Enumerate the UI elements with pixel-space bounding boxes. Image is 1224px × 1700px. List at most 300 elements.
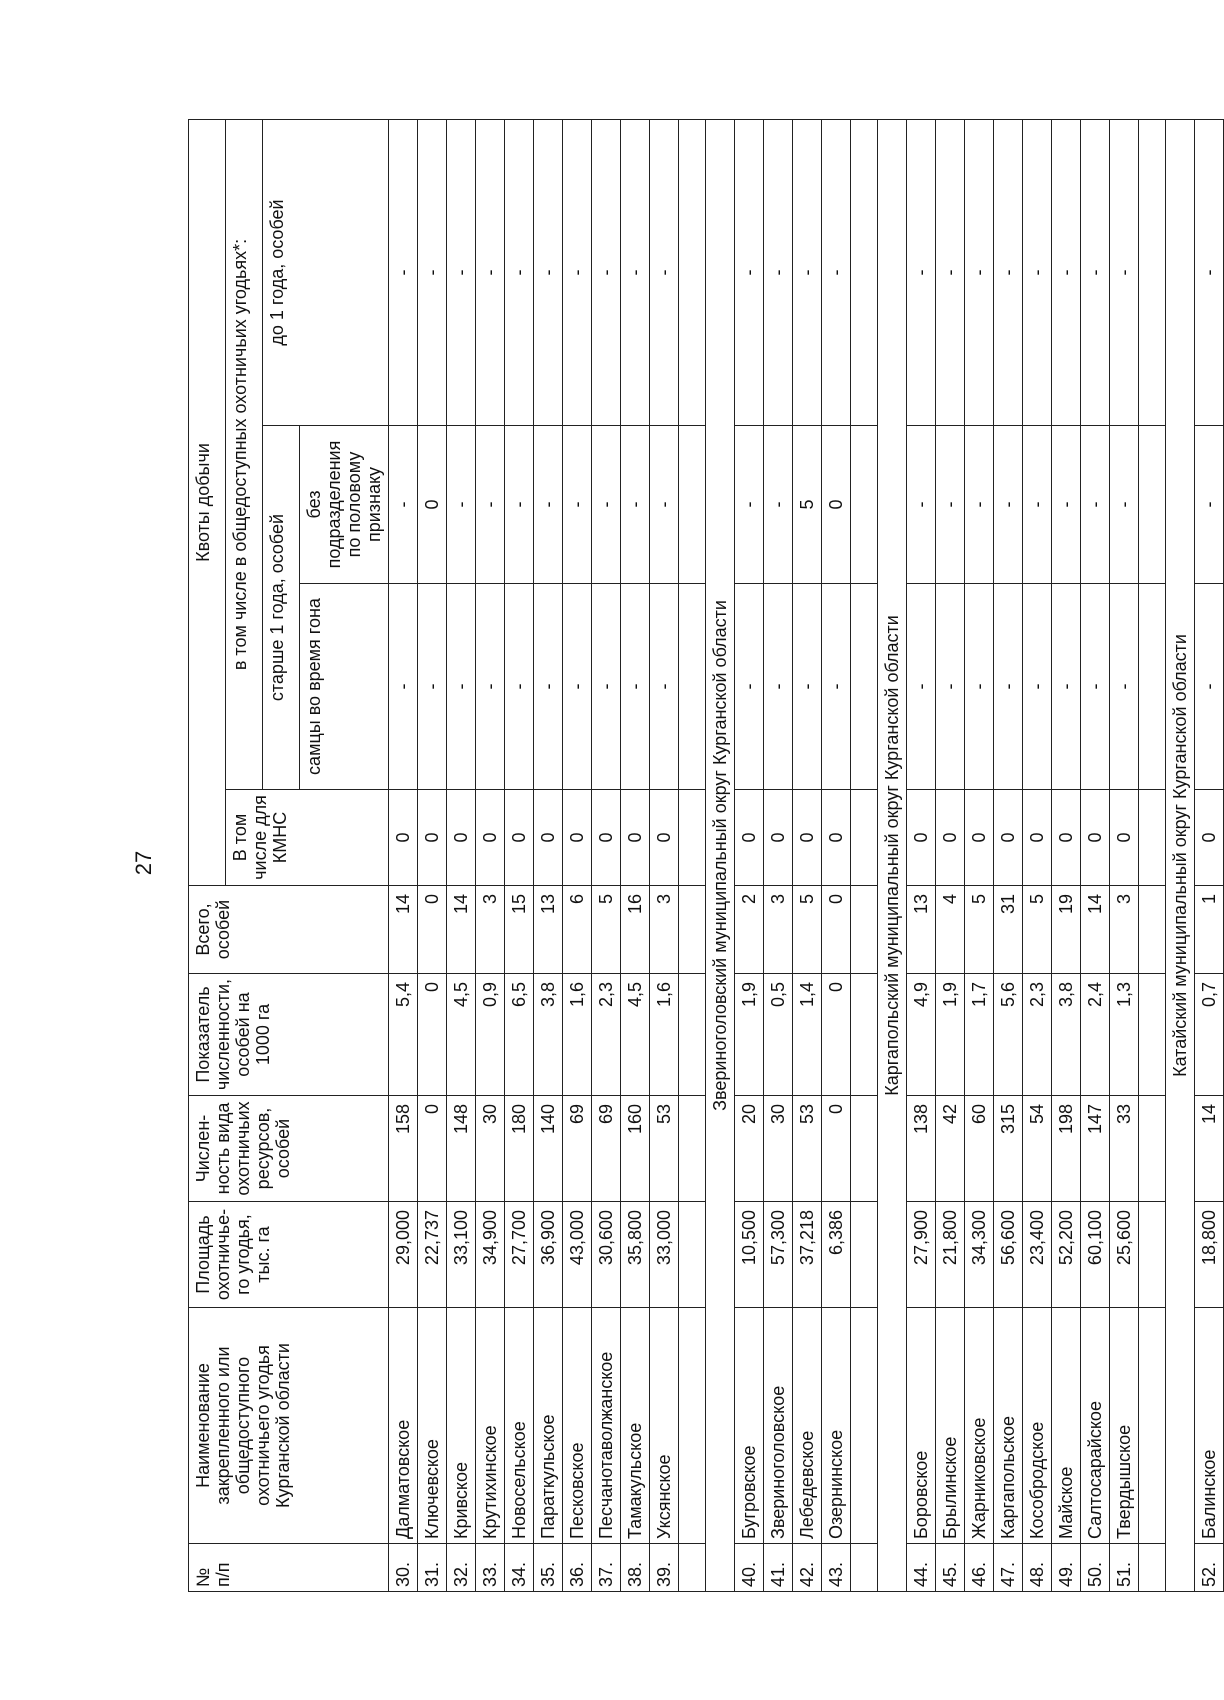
row-density: 5,6: [994, 974, 1023, 1096]
spacer-row: [851, 119, 878, 1591]
row-males: -: [907, 584, 936, 790]
row-count: 148: [447, 1096, 476, 1202]
row-name: Лебедевское: [793, 1308, 822, 1544]
row-area: 60,100: [1081, 1202, 1110, 1308]
row-density: 1,9: [735, 974, 764, 1096]
row-nosex: -: [764, 426, 793, 584]
row-kmns: 0: [563, 790, 592, 886]
row-number: 36.: [563, 1544, 592, 1592]
row-males: -: [735, 584, 764, 790]
spacer-row: [679, 119, 706, 1591]
region-row: [1166, 119, 1195, 1591]
table-row: [534, 119, 563, 1591]
spacer-cell: [1139, 1202, 1166, 1308]
row-area: 22,737: [418, 1202, 447, 1308]
row-density: 0,9: [476, 974, 505, 1096]
row-nosex: -: [994, 426, 1023, 584]
row-young: -: [764, 119, 793, 425]
header-area: Площадь охотничье-го угодья, тыс. га: [189, 1202, 389, 1308]
header-males: самцы во время гона: [300, 584, 389, 790]
row-young: -: [592, 119, 621, 425]
row-kmns: 0: [822, 790, 851, 886]
row-total: 16: [621, 886, 650, 974]
row-males: -: [418, 584, 447, 790]
row-kmns: 0: [447, 790, 476, 886]
row-number: 40.: [735, 1544, 764, 1592]
row-young: -: [534, 119, 563, 425]
spacer-cell: [679, 790, 706, 886]
row-density: 3,8: [534, 974, 563, 1096]
row-number: 52.: [1195, 1544, 1224, 1592]
row-total: 3: [1110, 886, 1139, 974]
row-young: -: [418, 119, 447, 425]
row-total: 0: [418, 886, 447, 974]
row-name: Салтосарайское: [1081, 1308, 1110, 1544]
table-row: [592, 119, 621, 1591]
table-row: [1195, 119, 1224, 1591]
row-number: 51.: [1110, 1544, 1139, 1592]
spacer-cell: [1139, 974, 1166, 1096]
spacer-cell: [679, 584, 706, 790]
row-density: 2,4: [1081, 974, 1110, 1096]
row-total: 5: [1023, 886, 1052, 974]
header-public: в том числе в общедоступных охотничьих угодьях*:: [226, 119, 263, 789]
row-density: 6,5: [505, 974, 534, 1096]
row-name: Бугровское: [735, 1308, 764, 1544]
row-count: 160: [621, 1096, 650, 1202]
row-total: 3: [476, 886, 505, 974]
spacer-cell: [1139, 1096, 1166, 1202]
row-count: 69: [563, 1096, 592, 1202]
row-name: Кособродское: [1023, 1308, 1052, 1544]
row-total: 0: [822, 886, 851, 974]
row-total: 14: [1081, 886, 1110, 974]
row-kmns: 0: [476, 790, 505, 886]
row-nosex: -: [534, 426, 563, 584]
region-title: Катайский муниципальный округ Курганской области: [1166, 119, 1195, 1591]
row-name: Озернинское: [822, 1308, 851, 1544]
row-density: 1,6: [650, 974, 679, 1096]
row-area: 29,000: [389, 1202, 418, 1308]
row-males: -: [592, 584, 621, 790]
row-total: 13: [534, 886, 563, 974]
row-young: -: [621, 119, 650, 425]
row-area: 34,300: [965, 1202, 994, 1308]
row-area: 33,000: [650, 1202, 679, 1308]
row-count: 138: [907, 1096, 936, 1202]
row-density: 4,5: [621, 974, 650, 1096]
spacer-cell: [1139, 790, 1166, 886]
row-nosex: -: [1195, 426, 1224, 584]
header-older: старше 1 года, особей: [263, 426, 300, 790]
row-density: 5,4: [389, 974, 418, 1096]
row-kmns: 0: [965, 790, 994, 886]
row-name: Песчанотаволжанское: [592, 1308, 621, 1544]
row-total: 14: [447, 886, 476, 974]
table-row: [389, 119, 418, 1591]
table-row: [793, 119, 822, 1591]
row-young: -: [822, 119, 851, 425]
row-density: 0,5: [764, 974, 793, 1096]
row-area: 37,218: [793, 1202, 822, 1308]
row-kmns: 0: [650, 790, 679, 886]
spacer-cell: [1139, 426, 1166, 584]
row-area: 27,900: [907, 1202, 936, 1308]
row-total: 19: [1052, 886, 1081, 974]
row-males: -: [621, 584, 650, 790]
row-density: 0,7: [1195, 974, 1224, 1096]
header-kmns: В том числе для КМНС: [226, 790, 389, 886]
row-total: 4: [936, 886, 965, 974]
row-count: 42: [936, 1096, 965, 1202]
region-row: [878, 119, 907, 1591]
row-name: Ключевское: [418, 1308, 447, 1544]
row-name: Жарниковское: [965, 1308, 994, 1544]
row-area: 33,100: [447, 1202, 476, 1308]
row-number: 41.: [764, 1544, 793, 1592]
row-count: 53: [793, 1096, 822, 1202]
spacer-cell: [851, 1096, 878, 1202]
row-number: 44.: [907, 1544, 936, 1592]
spacer-cell: [679, 1308, 706, 1544]
row-males: -: [965, 584, 994, 790]
spacer-cell: [851, 1544, 878, 1592]
spacer-cell: [851, 584, 878, 790]
row-name: Брылинское: [936, 1308, 965, 1544]
spacer-cell: [1139, 1308, 1166, 1544]
row-kmns: 0: [1195, 790, 1224, 886]
table-row: [1023, 119, 1052, 1591]
row-kmns: 0: [534, 790, 563, 886]
row-males: -: [650, 584, 679, 790]
row-area: 25,600: [1110, 1202, 1139, 1308]
row-total: 6: [563, 886, 592, 974]
row-number: 43.: [822, 1544, 851, 1592]
row-area: 34,900: [476, 1202, 505, 1308]
row-males: -: [1052, 584, 1081, 790]
rotated-table-container: [188, 120, 1219, 1592]
row-males: -: [793, 584, 822, 790]
spacer-cell: [851, 974, 878, 1096]
table-row: [505, 119, 534, 1591]
header-total: Всего, особей: [189, 886, 389, 974]
row-number: 50.: [1081, 1544, 1110, 1592]
row-kmns: 0: [936, 790, 965, 886]
row-nosex: 0: [822, 426, 851, 584]
row-count: 0: [822, 1096, 851, 1202]
table-row: [764, 119, 793, 1591]
table-body: [389, 119, 1224, 1591]
row-count: 54: [1023, 1096, 1052, 1202]
row-young: -: [650, 119, 679, 425]
row-count: 53: [650, 1096, 679, 1202]
row-total: 2: [735, 886, 764, 974]
region-title: Звериноголовский муниципальный округ Курганской области: [706, 119, 735, 1591]
row-nosex: -: [621, 426, 650, 584]
row-count: 60: [965, 1096, 994, 1202]
row-density: 2,3: [592, 974, 621, 1096]
row-count: 30: [476, 1096, 505, 1202]
row-total: 13: [907, 886, 936, 974]
row-young: -: [735, 119, 764, 425]
row-nosex: -: [447, 426, 476, 584]
row-number: 45.: [936, 1544, 965, 1592]
row-nosex: -: [965, 426, 994, 584]
row-kmns: 0: [793, 790, 822, 886]
spacer-cell: [679, 426, 706, 584]
table-row: [936, 119, 965, 1591]
row-count: 315: [994, 1096, 1023, 1202]
table-row: [994, 119, 1023, 1591]
row-density: 3,8: [1052, 974, 1081, 1096]
region-row: [706, 119, 735, 1591]
row-area: 57,300: [764, 1202, 793, 1308]
row-young: -: [994, 119, 1023, 425]
spacer-cell: [851, 1308, 878, 1544]
row-count: 30: [764, 1096, 793, 1202]
row-density: 4,5: [447, 974, 476, 1096]
spacer-cell: [679, 119, 706, 425]
row-name: Новосельское: [505, 1308, 534, 1544]
row-males: -: [447, 584, 476, 790]
row-young: -: [447, 119, 476, 425]
row-total: 1: [1195, 886, 1224, 974]
row-name: Далматовское: [389, 1308, 418, 1544]
spacer-cell: [679, 1202, 706, 1308]
row-number: 48.: [1023, 1544, 1052, 1592]
header-young: до 1 года, особей: [263, 119, 389, 425]
page-number: 27: [131, 850, 156, 876]
row-name: Боровское: [907, 1308, 936, 1544]
row-young: -: [476, 119, 505, 425]
row-kmns: 0: [1081, 790, 1110, 886]
row-name: Звериноголовское: [764, 1308, 793, 1544]
row-young: -: [965, 119, 994, 425]
spacer-cell: [851, 886, 878, 974]
spacer-cell: [851, 790, 878, 886]
row-count: 147: [1081, 1096, 1110, 1202]
row-males: -: [534, 584, 563, 790]
row-kmns: 0: [764, 790, 793, 886]
header-name: Наименование закрепленного или общедоступного охотничьего угодья Курганской области: [189, 1308, 389, 1544]
row-count: 140: [534, 1096, 563, 1202]
row-number: 31.: [418, 1544, 447, 1592]
row-number: 33.: [476, 1544, 505, 1592]
row-nosex: -: [650, 426, 679, 584]
row-kmns: 0: [592, 790, 621, 886]
row-area: 18,800: [1195, 1202, 1224, 1308]
header-count: Числен-ность вида охотничьих ресурсов, особей: [189, 1096, 389, 1202]
spacer-cell: [851, 426, 878, 584]
row-count: 158: [389, 1096, 418, 1202]
row-density: 1,4: [793, 974, 822, 1096]
row-number: 30.: [389, 1544, 418, 1592]
row-kmns: 0: [907, 790, 936, 886]
row-nosex: 0: [418, 426, 447, 584]
table-row: [563, 119, 592, 1591]
row-kmns: 0: [505, 790, 534, 886]
header-nosex: без подразделения по половому признаку: [300, 426, 389, 584]
row-number: 35.: [534, 1544, 563, 1592]
spacer-cell: [1139, 584, 1166, 790]
row-young: -: [1023, 119, 1052, 425]
table-row: [735, 119, 764, 1591]
row-area: 6,386: [822, 1202, 851, 1308]
row-name: Песковское: [563, 1308, 592, 1544]
spacer-cell: [851, 1202, 878, 1308]
quota-table: [188, 119, 1224, 1592]
table-row: [1052, 119, 1081, 1591]
row-kmns: 0: [1110, 790, 1139, 886]
table-row: [822, 119, 851, 1591]
row-young: -: [1052, 119, 1081, 425]
row-name: Кривское: [447, 1308, 476, 1544]
row-count: 14: [1195, 1096, 1224, 1202]
row-young: -: [389, 119, 418, 425]
row-number: 47.: [994, 1544, 1023, 1592]
row-kmns: 0: [1052, 790, 1081, 886]
row-males: -: [1081, 584, 1110, 790]
row-number: 32.: [447, 1544, 476, 1592]
spacer-cell: [679, 974, 706, 1096]
row-young: -: [1081, 119, 1110, 425]
row-males: -: [563, 584, 592, 790]
row-males: -: [476, 584, 505, 790]
row-density: 1,3: [1110, 974, 1139, 1096]
row-number: 38.: [621, 1544, 650, 1592]
row-density: 1,7: [965, 974, 994, 1096]
row-count: 198: [1052, 1096, 1081, 1202]
row-area: 21,800: [936, 1202, 965, 1308]
row-density: 2,3: [1023, 974, 1052, 1096]
row-count: 0: [418, 1096, 447, 1202]
row-nosex: -: [936, 426, 965, 584]
table-row: [447, 119, 476, 1591]
table-row: [476, 119, 505, 1591]
row-kmns: 0: [389, 790, 418, 886]
row-males: -: [764, 584, 793, 790]
row-density: 1,9: [936, 974, 965, 1096]
row-nosex: -: [1081, 426, 1110, 584]
row-total: 5: [592, 886, 621, 974]
row-total: 3: [650, 886, 679, 974]
spacer-cell: [679, 1096, 706, 1202]
row-kmns: 0: [735, 790, 764, 886]
row-nosex: -: [1023, 426, 1052, 584]
row-males: -: [936, 584, 965, 790]
row-total: 3: [764, 886, 793, 974]
row-nosex: -: [389, 426, 418, 584]
row-area: 10,500: [735, 1202, 764, 1308]
spacer-cell: [679, 1544, 706, 1592]
row-young: -: [907, 119, 936, 425]
row-males: -: [1110, 584, 1139, 790]
row-young: -: [563, 119, 592, 425]
row-number: 34.: [505, 1544, 534, 1592]
row-number: 46.: [965, 1544, 994, 1592]
row-density: 4,9: [907, 974, 936, 1096]
row-name: Параткульское: [534, 1308, 563, 1544]
row-males: -: [389, 584, 418, 790]
row-number: 37.: [592, 1544, 621, 1592]
row-name: Каргапольское: [994, 1308, 1023, 1544]
row-young: -: [936, 119, 965, 425]
header-density: Показатель численности, особей на 1000 га: [189, 974, 389, 1096]
row-name: Майское: [1052, 1308, 1081, 1544]
spacer-row: [1139, 119, 1166, 1591]
row-males: -: [505, 584, 534, 790]
row-count: 69: [592, 1096, 621, 1202]
row-total: 31: [994, 886, 1023, 974]
row-density: 0: [822, 974, 851, 1096]
row-density: 1,6: [563, 974, 592, 1096]
region-title: Каргапольский муниципальный округ Курганской области: [878, 119, 907, 1591]
spacer-cell: [679, 886, 706, 974]
row-total: 5: [793, 886, 822, 974]
spacer-cell: [851, 119, 878, 425]
row-nosex: -: [907, 426, 936, 584]
table-row: [418, 119, 447, 1591]
row-nosex: -: [735, 426, 764, 584]
row-kmns: 0: [418, 790, 447, 886]
row-kmns: 0: [1023, 790, 1052, 886]
row-young: -: [793, 119, 822, 425]
table-row: [907, 119, 936, 1591]
row-males: -: [1023, 584, 1052, 790]
row-area: 23,400: [1023, 1202, 1052, 1308]
row-number: 42.: [793, 1544, 822, 1592]
table-row: [621, 119, 650, 1591]
row-young: -: [1110, 119, 1139, 425]
row-nosex: -: [476, 426, 505, 584]
row-nosex: -: [505, 426, 534, 584]
row-name: Балинское: [1195, 1308, 1224, 1544]
row-count: 20: [735, 1096, 764, 1202]
row-nosex: -: [592, 426, 621, 584]
row-males: -: [1195, 584, 1224, 790]
table-row: [650, 119, 679, 1591]
row-number: 39.: [650, 1544, 679, 1592]
row-nosex: -: [563, 426, 592, 584]
row-nosex: 5: [793, 426, 822, 584]
row-nosex: -: [1110, 426, 1139, 584]
row-count: 180: [505, 1096, 534, 1202]
table-row: [965, 119, 994, 1591]
row-total: 14: [389, 886, 418, 974]
header-num: № п/п: [189, 1544, 389, 1592]
row-males: -: [822, 584, 851, 790]
row-area: 56,600: [994, 1202, 1023, 1308]
row-young: -: [505, 119, 534, 425]
spacer-cell: [1139, 119, 1166, 425]
row-kmns: 0: [994, 790, 1023, 886]
table-row: [1110, 119, 1139, 1591]
row-area: 52,200: [1052, 1202, 1081, 1308]
row-number: 49.: [1052, 1544, 1081, 1592]
row-total: 15: [505, 886, 534, 974]
header-quotas: Квоты добычи: [189, 119, 226, 885]
row-area: 35,800: [621, 1202, 650, 1308]
table-row: [1081, 119, 1110, 1591]
row-area: 30,600: [592, 1202, 621, 1308]
row-kmns: 0: [621, 790, 650, 886]
row-density: 0: [418, 974, 447, 1096]
row-total: 5: [965, 886, 994, 974]
row-name: Крутихинское: [476, 1308, 505, 1544]
table-header: [189, 119, 389, 1591]
row-nosex: -: [1052, 426, 1081, 584]
row-name: Твердышское: [1110, 1308, 1139, 1544]
